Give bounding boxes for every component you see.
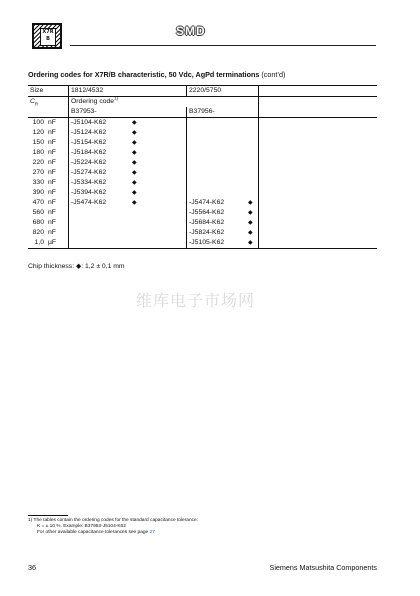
blank-cell — [259, 128, 321, 138]
capacitance-cell — [28, 148, 69, 158]
blank-cell — [320, 228, 377, 238]
code-1812 — [69, 238, 131, 249]
thickness-marker-2220 — [246, 188, 259, 198]
table-row — [28, 228, 377, 238]
blank-cell — [320, 128, 377, 138]
chip-thickness-note: Chip thickness: ◆: 1,2 ± 0,1 mm — [28, 263, 125, 270]
code-2220 — [187, 128, 247, 138]
capacitance-unit: nF — [48, 129, 56, 136]
table-row — [28, 138, 377, 148]
thickness-marker-2220: ◆ — [246, 198, 259, 208]
code-1812: -J5274-K62 — [71, 169, 107, 176]
header-rule — [70, 45, 376, 46]
blank-cell — [320, 218, 377, 228]
table-row — [28, 118, 377, 129]
capacitance-value: 120 — [32, 129, 44, 136]
capacitance-unit: nF — [48, 199, 56, 206]
blank-cell — [259, 138, 321, 148]
table-row — [28, 168, 377, 178]
code-2220 — [187, 118, 247, 129]
code-2220 — [187, 148, 247, 158]
footnote-line3-text: For other available capacitance tolerances see page — [37, 530, 150, 536]
cr-symbol: C — [30, 98, 35, 105]
footnote-line2: K = ± 10 %. Example: B37953-J5104-K62 — [37, 524, 126, 530]
thickness-marker-1812: ◆ — [130, 148, 187, 158]
capacitance-cell — [28, 178, 69, 188]
table-row — [28, 148, 377, 158]
code-1812 — [69, 228, 131, 238]
thickness-marker-1812 — [130, 218, 187, 228]
footnote-rule — [28, 515, 68, 516]
capacitance-cell — [28, 128, 69, 138]
page-link[interactable]: 27 — [149, 530, 155, 536]
table-row — [28, 178, 377, 188]
blank-cell — [259, 148, 321, 158]
code-1812: -J5104-K62 — [71, 119, 107, 126]
capacitance-unit: nF — [48, 149, 56, 156]
ordering-codes-table — [28, 85, 377, 249]
blank-cell — [320, 158, 377, 168]
title-bold: Ordering codes for X7R/B characteristic, 50 Vdc, AgPd terminations — [28, 70, 260, 79]
code-2220: -J5684-K62 — [189, 219, 225, 226]
blank-cell — [259, 107, 321, 118]
thickness-marker-2220: ◆ — [246, 228, 259, 238]
footnote — [28, 518, 198, 537]
thickness-marker-2220: ◆ — [246, 218, 259, 228]
prefix-b37956: B37956- — [187, 107, 259, 118]
blank-cell — [28, 107, 69, 118]
thickness-marker-2220 — [246, 158, 259, 168]
thickness-marker-1812: ◆ — [130, 178, 187, 188]
thickness-marker-1812: ◆ — [130, 158, 187, 168]
capacitance-unit: µF — [48, 239, 57, 246]
company-name: Siemens Matsushita Components — [269, 563, 377, 572]
capacitance-unit: nF — [48, 189, 56, 196]
thickness-marker-2220 — [246, 138, 259, 148]
blank-cell — [259, 218, 321, 228]
capacitance-value: 390 — [32, 189, 44, 196]
blank-cell — [320, 208, 377, 218]
code-2220 — [187, 168, 247, 178]
thickness-marker-2220 — [246, 128, 259, 138]
blank-cell — [259, 208, 321, 218]
code-2220 — [187, 158, 247, 168]
table-row — [28, 188, 377, 198]
capacitance-unit: nF — [48, 179, 56, 186]
code-2220: -J5474-K62 — [189, 199, 225, 206]
table-row — [28, 218, 377, 228]
thickness-marker-1812: ◆ — [130, 198, 187, 208]
size-label: Size — [28, 86, 69, 97]
size-empty-2 — [320, 86, 377, 97]
thickness-marker-2220 — [246, 118, 259, 129]
watermark: 维库电子市场网 — [136, 291, 256, 310]
table-row — [28, 198, 377, 208]
capacitance-value: 180 — [32, 149, 44, 156]
capacitance-cell — [28, 118, 69, 129]
page-title — [28, 70, 285, 79]
code-2220 — [187, 188, 247, 198]
thickness-marker-1812: ◆ — [130, 188, 187, 198]
code-1812 — [69, 218, 131, 228]
capacitance-unit: nF — [48, 119, 56, 126]
capacitance-value: 680 — [32, 219, 44, 226]
blank-cell — [320, 97, 377, 108]
blank-cell — [259, 238, 321, 249]
capacitance-cell — [28, 218, 69, 228]
capacitance-value: 1,0 — [34, 239, 44, 246]
capacitance-unit: nF — [48, 229, 56, 236]
capacitance-unit: nF — [48, 209, 56, 216]
table-row — [28, 238, 377, 249]
title-suffix: (cont’d) — [259, 70, 286, 79]
code-1812: -J5394-K62 — [71, 189, 107, 196]
capacitance-value: 100 — [32, 119, 44, 126]
code-2220 — [187, 138, 247, 148]
blank-cell — [320, 168, 377, 178]
thickness-marker-1812 — [130, 238, 187, 249]
blank-cell — [259, 188, 321, 198]
capacitance-unit: nF — [48, 169, 56, 176]
blank-cell — [320, 238, 377, 249]
prefix-b37953: B37953- — [69, 107, 187, 118]
characteristic-logo — [32, 23, 62, 49]
page-number: 36 — [28, 563, 36, 572]
size-1812: 1812/4532 — [69, 86, 187, 97]
footnote-line1: 1) The tables contain the ordering codes for the standard capacitance tolerance: — [28, 518, 199, 523]
code-1812: -J5474-K62 — [71, 199, 107, 206]
code-2220: -J5824-K62 — [189, 229, 225, 236]
code-1812: -J5334-K62 — [71, 179, 107, 186]
capacitance-unit: nF — [48, 139, 56, 146]
code-1812: -J5224-K62 — [71, 159, 107, 166]
capacitance-value: 150 — [32, 139, 44, 146]
thickness-marker-1812: ◆ — [130, 138, 187, 148]
blank-cell — [320, 118, 377, 129]
logo-line2: B — [46, 36, 50, 42]
capacitance-value: 820 — [32, 229, 44, 236]
blank-cell — [320, 138, 377, 148]
size-empty-1 — [259, 86, 321, 97]
cr-subscript: R — [34, 101, 39, 107]
capacitance-cell — [28, 238, 69, 249]
table-row — [28, 128, 377, 138]
logo-label — [40, 28, 56, 46]
capacitance-value: 220 — [32, 159, 44, 166]
blank-cell — [320, 188, 377, 198]
thickness-marker-2220 — [246, 168, 259, 178]
logo-line1: X7R — [42, 29, 54, 35]
code-1812: -J5124-K62 — [71, 129, 107, 136]
code-1812: -J5154-K62 — [71, 139, 107, 146]
table-row — [28, 158, 377, 168]
code-2220: -J5105-K62 — [187, 238, 247, 249]
capacitance-value: 470 — [32, 199, 44, 206]
blank-cell — [259, 198, 321, 208]
capacitance-cell — [28, 188, 69, 198]
blank-cell — [259, 118, 321, 129]
capacitance-cell — [28, 228, 69, 238]
blank-cell — [320, 107, 377, 118]
thickness-marker-1812 — [130, 208, 187, 218]
capacitance-cell — [28, 138, 69, 148]
capacitance-cell — [28, 208, 69, 218]
thickness-marker-2220 — [246, 148, 259, 158]
capacitance-value: 270 — [32, 169, 44, 176]
capacitance-value: 330 — [32, 179, 44, 186]
capacitance-unit: nF — [48, 219, 56, 226]
capacitance-value: 560 — [32, 209, 44, 216]
capacitance-unit: nF — [48, 159, 56, 166]
capacitance-cell — [28, 198, 69, 208]
blank-cell — [320, 178, 377, 188]
ordering-code-label — [69, 97, 259, 108]
thickness-marker-1812 — [130, 228, 187, 238]
code-2220 — [187, 178, 247, 188]
thickness-marker-1812: ◆ — [130, 118, 187, 129]
section-label: SMD — [176, 24, 206, 38]
code-1812: -J5184-K62 — [71, 149, 107, 156]
blank-cell — [259, 178, 321, 188]
thickness-marker-2220 — [246, 178, 259, 188]
size-2220: 2220/5750 — [187, 86, 259, 97]
code-1812 — [69, 208, 131, 218]
blank-cell — [259, 228, 321, 238]
footnote-line3 — [28, 530, 198, 536]
cr-label — [28, 97, 69, 108]
thickness-marker-1812: ◆ — [130, 128, 187, 138]
blank-cell — [259, 168, 321, 178]
thickness-marker-2220: ◆ — [246, 208, 259, 218]
blank-cell — [320, 198, 377, 208]
capacitance-cell — [28, 158, 69, 168]
table-row — [28, 208, 377, 218]
ordering-code-footnote-ref: 1) — [114, 95, 119, 101]
thickness-marker-1812: ◆ — [130, 168, 187, 178]
thickness-marker-2220: ◆ — [246, 238, 259, 249]
code-2220: -J5564-K62 — [189, 209, 225, 216]
capacitance-cell — [28, 168, 69, 178]
blank-cell — [259, 97, 321, 108]
blank-cell — [320, 148, 377, 158]
ordering-code-text: Ordering code — [71, 98, 115, 105]
blank-cell — [259, 158, 321, 168]
